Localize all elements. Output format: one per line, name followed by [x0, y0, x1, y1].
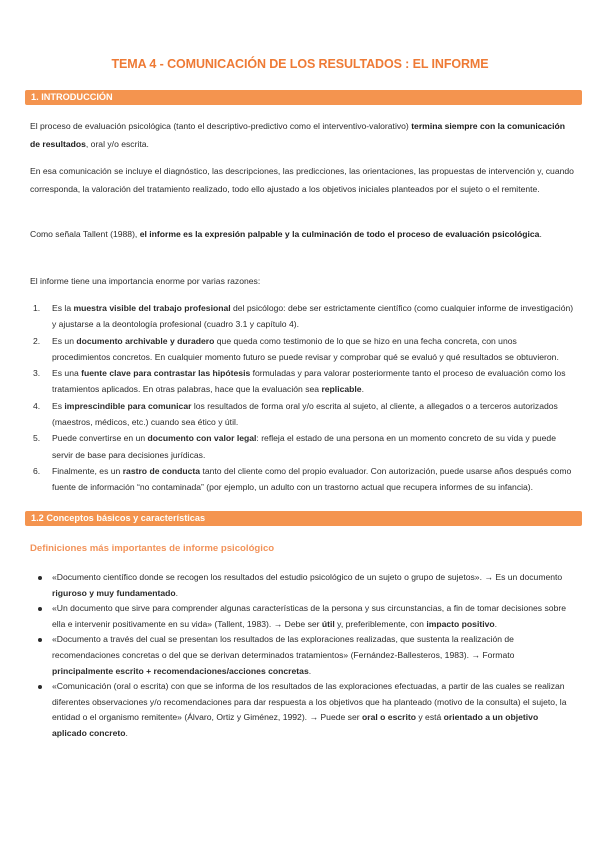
definitions-list: [30, 570, 575, 742]
list-number: 2.: [33, 335, 41, 346]
bold-run: riguroso y muy fundamentado: [52, 587, 176, 598]
text-run: El proceso de evaluación psicológica (tanto el descriptivo-predictivo como el interventivo-valorativo): [30, 121, 412, 131]
list-number: 1.: [33, 303, 41, 313]
bullet-icon: [38, 607, 42, 611]
text-run: Es una: [52, 368, 82, 379]
text-run: tanto del cliente como del propio evaluador. Con autorización, puede usarse años después como fuente de información “no contaminada” (por ejemplo, un adulto con un trastorno actual que recupera informes de su infancia).: [52, 465, 572, 493]
list-number: 5.: [33, 433, 41, 444]
text-run: .: [494, 618, 498, 629]
bullet-icon: [38, 685, 42, 689]
bold-run: oral o escrito: [362, 712, 416, 723]
text-run: y está: [415, 712, 444, 723]
list-item: [30, 463, 575, 496]
text-run: que queda como testimonio de lo que se hizo en una fecha concreta, con unos procedimientos concretos. En cualquier momento futuro se puede revisar y comprobar qué se evaluó y qué resultados se obtuvieron.: [52, 335, 559, 362]
text-run: .: [125, 727, 128, 738]
list-item: [30, 679, 575, 741]
text-run: Es la: [52, 303, 74, 313]
intro-paragraph-3: [30, 226, 575, 244]
text-run: .: [361, 384, 364, 395]
text-run: : refleja el estado de una persona en un momento concreto de su vida y puede servir de base para decisiones jurídicas.: [52, 433, 556, 460]
text-run: Puede convertirse en un: [52, 433, 148, 444]
list-item: [30, 430, 575, 463]
text-run: «Comunicación (oral o escrita) con que se informa de los resultados de las exploraciones efectuadas, a partir de las cuales se realizan diferentes observaciones y/o recomendaciones para dar respuesta a los objetivos que ha planteado (motivo de la consulta) el sujeto, la entidad o el organismo remitente» (Álvaro, Ortiz y Giménez, 1992). → Puede ser: [52, 681, 567, 723]
text-run: «Un documento que sirve para comprender algunas características de la persona y sus circunstancias, a fin de tomar decisiones sobre ella e intervenir positivamente en su vida» (Tallent, 1983). → Debe ser: [52, 603, 566, 629]
bold-run: útil: [321, 618, 335, 629]
list-number: 4.: [33, 400, 41, 411]
list-item: [30, 601, 575, 632]
intro-paragraph-4: El informe tiene una importancia enorme por varias razones:: [30, 276, 261, 286]
bold-run: principalmente escrito + recomendaciones/acciones concretas: [52, 665, 309, 676]
bullet-icon: [38, 576, 42, 580]
text-run: Es: [52, 400, 65, 411]
intro-paragraph-2: En esa comunicación se incluye el diagnóstico, las descripciones, las predicciones, las orientaciones, las propuestas de intervención y, cuando corresponda, la valoración del tratamiento realizado, todo ello ajustado a los objetivos iniciales planteados por el sujeto o el remitente.: [30, 166, 574, 194]
bold-run: rastro de conducta: [122, 465, 201, 476]
document-title: TEMA 4 - COMUNICACIÓN DE LOS RESULTADOS : EL INFORME: [111, 57, 489, 71]
section-heading-label: 1. INTRODUCCIÓN: [31, 92, 113, 102]
list-item: [30, 398, 575, 431]
bold-run: imprescindible para comunicar: [64, 400, 192, 411]
bold-run: impacto positivo: [426, 618, 495, 629]
text-run: Como señala Tallent (1988),: [30, 229, 140, 239]
list-item: [30, 300, 575, 333]
text-run: «Documento científico donde se recogen los resultados del estudio psicológico de un sujeto o grupo de sujetos». → Es un documento: [52, 572, 563, 582]
list-item: [30, 365, 575, 398]
list-item: [30, 333, 575, 366]
list-number: 6.: [33, 465, 41, 476]
bold-run: documento con valor legal: [147, 433, 257, 444]
bold-run: el informe es la expresión palpable y la culminación de todo el proceso de evaluación psicológica: [139, 229, 540, 239]
list-item: [30, 632, 575, 679]
text-run: Es un: [52, 335, 77, 346]
section-heading-label: 1.2 Conceptos básicos y características: [31, 513, 206, 523]
bold-run: documento archivable y duradero: [76, 335, 215, 346]
list-item: [30, 570, 575, 601]
definitions-heading: Definiciones más importantes de informe psicológico: [30, 543, 275, 554]
text-run: y, preferiblemente, con: [334, 618, 427, 629]
text-run: del psicólogo: debe ser estrictamente científico (como cualquier informe de investigación) y ajustarse a la deontología profesional (cuadro 3.1 y capítulo 4).: [52, 303, 574, 330]
text-run: .: [308, 665, 312, 676]
intro-paragraph-1: [30, 118, 575, 153]
text-run: formuladas y para valorar posteriormente tanto el proceso de evaluación como los tratamientos aplicados. En otras palabras, hace que la evaluación sea: [52, 368, 566, 395]
bold-run: muestra visible del trabajo profesional: [73, 303, 231, 313]
text-run: los resultados de forma oral y/o escrita al sujeto, al cliente, a allegados o a terceros autorizados (maestros, médicos, etc.) cuando sea ético y útil.: [52, 400, 558, 428]
text-run: Finalmente, es un: [52, 465, 123, 476]
list-number: 3.: [33, 368, 41, 379]
reasons-list: [30, 300, 575, 496]
bullet-icon: [38, 638, 42, 642]
section-heading-introduccion: [25, 90, 582, 105]
bold-run: orientado a un objetivo aplicado concreto: [52, 712, 539, 738]
text-run: .: [175, 587, 179, 598]
section-heading-conceptos: [25, 511, 582, 526]
text-run: , oral y/o escrita.: [85, 138, 149, 149]
bold-run: termina siempre con la comunicación de resultados: [30, 121, 565, 149]
text-run: «Documento a través del cual se presentan los resultados de las exploraciones realizadas, que sustenta la realización de recomendaciones concretas o del que se derivan determinados tratamientos» (Fernández-Ballesteros, 1983). → Formato: [52, 634, 515, 660]
text-run: .: [539, 229, 542, 239]
bold-run: replicable: [321, 384, 362, 395]
bold-run: fuente clave para contrastar las hipótesis: [81, 368, 251, 379]
